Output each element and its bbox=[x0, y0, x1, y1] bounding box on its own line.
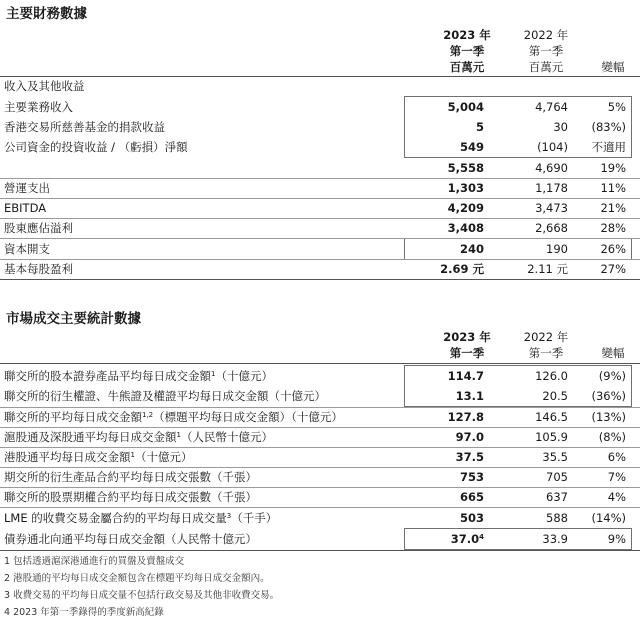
market-row: 債券通北向通平均每日成交金額（人民幣十億元） 37.0$^4$ 33.9 9% bbox=[4, 532, 626, 546]
financial-section-label-row bbox=[0, 76, 640, 96]
market-row: 聯交所的股本證券產品平均每日成交金額$^1$（十億元） 114.7 126.0 (9%) bbox=[4, 369, 626, 383]
financial-col1-header: 2023 年 第一季 百萬元 bbox=[443, 28, 491, 74]
financial-col3-header: 變幅 bbox=[601, 60, 625, 74]
market-row: 期交所的衍生產品合約平均每日成交張數（千張） 753 705 7% bbox=[4, 470, 626, 484]
financial-row: 公司資金的投資收益 / （虧損）淨額 549 (104) 不適用 bbox=[4, 140, 626, 154]
market-title: 市場成交主要統計數據 bbox=[6, 311, 141, 327]
financial-row: 股東應佔溢利 3,408 2,668 28% bbox=[4, 221, 626, 235]
financial-section-label: 收入及其他收益 bbox=[4, 79, 85, 93]
financial-row: EBITDA 4,209 3,473 21% bbox=[4, 201, 626, 215]
market-row: 聯交所的平均每日成交金額$^{1,2}$（標題平均每日成交金額）（十億元） 127.8 146.5 (13%) bbox=[4, 410, 626, 424]
footnote-4: 4 2023 年第一季錄得的季度新高紀錄 bbox=[4, 607, 164, 618]
financial-col2-header: 2022 年 第一季 百萬元 bbox=[523, 28, 569, 74]
market-col3-header: 變幅 bbox=[601, 346, 625, 360]
footnote-2: 2 港股通的平均每日成交金額包含在標題平均每日成交金額內。 bbox=[4, 573, 270, 584]
financial-title: 主要財務數據 bbox=[6, 6, 87, 22]
financial-row: 基本每股盈利 2.69 元 2.11 元 27% bbox=[4, 262, 626, 276]
market-row: LME 的收費交易金屬合約的平均每日成交量$^3$（千手） 503 588 (14%) bbox=[4, 511, 626, 525]
market-row: 聯交所的衍生權證、牛熊證及權證平均每日成交金額（十億元） 13.1 20.5 (36%) bbox=[4, 389, 626, 403]
market-col1-header: 2023 年 第一季 bbox=[443, 330, 491, 360]
financial-row: 香港交易所慈善基金的捐款收益 5 30 (83%) bbox=[4, 120, 626, 134]
market-header-rule bbox=[0, 363, 640, 364]
footnote-1: 1 包括透過滬深港通進行的買盤及賣盤成交 bbox=[4, 556, 185, 567]
financial-bottom-rule bbox=[0, 279, 640, 280]
financial-subtotal-row: 5,558 4,690 19% bbox=[447, 161, 626, 175]
market-row: 港股通平均每日成交金額$^1$（十億元） 37.5 35.5 6% bbox=[4, 450, 626, 464]
financial-row: 營運支出 1,303 1,178 11% bbox=[4, 181, 626, 195]
market-bottom-rule bbox=[0, 550, 640, 551]
footnote-3: 3 收費交易的平均每日成交量不包括行政交易及其他非收費交易。 bbox=[4, 590, 280, 601]
financial-row: 主要業務收入 5,004 4,764 5% bbox=[4, 100, 626, 114]
financial-row: 資本開支 240 190 26% bbox=[4, 242, 626, 256]
market-col2-header: 2022 年 第一季 bbox=[523, 330, 569, 360]
market-row: 聯交所的股票期權合約平均每日成交張數（千張） 665 637 4% bbox=[4, 490, 626, 504]
market-row: 滬股通及深股通平均每日成交金額$^1$（人民幣十億元） 97.0 105.9 (8%) bbox=[4, 430, 626, 444]
